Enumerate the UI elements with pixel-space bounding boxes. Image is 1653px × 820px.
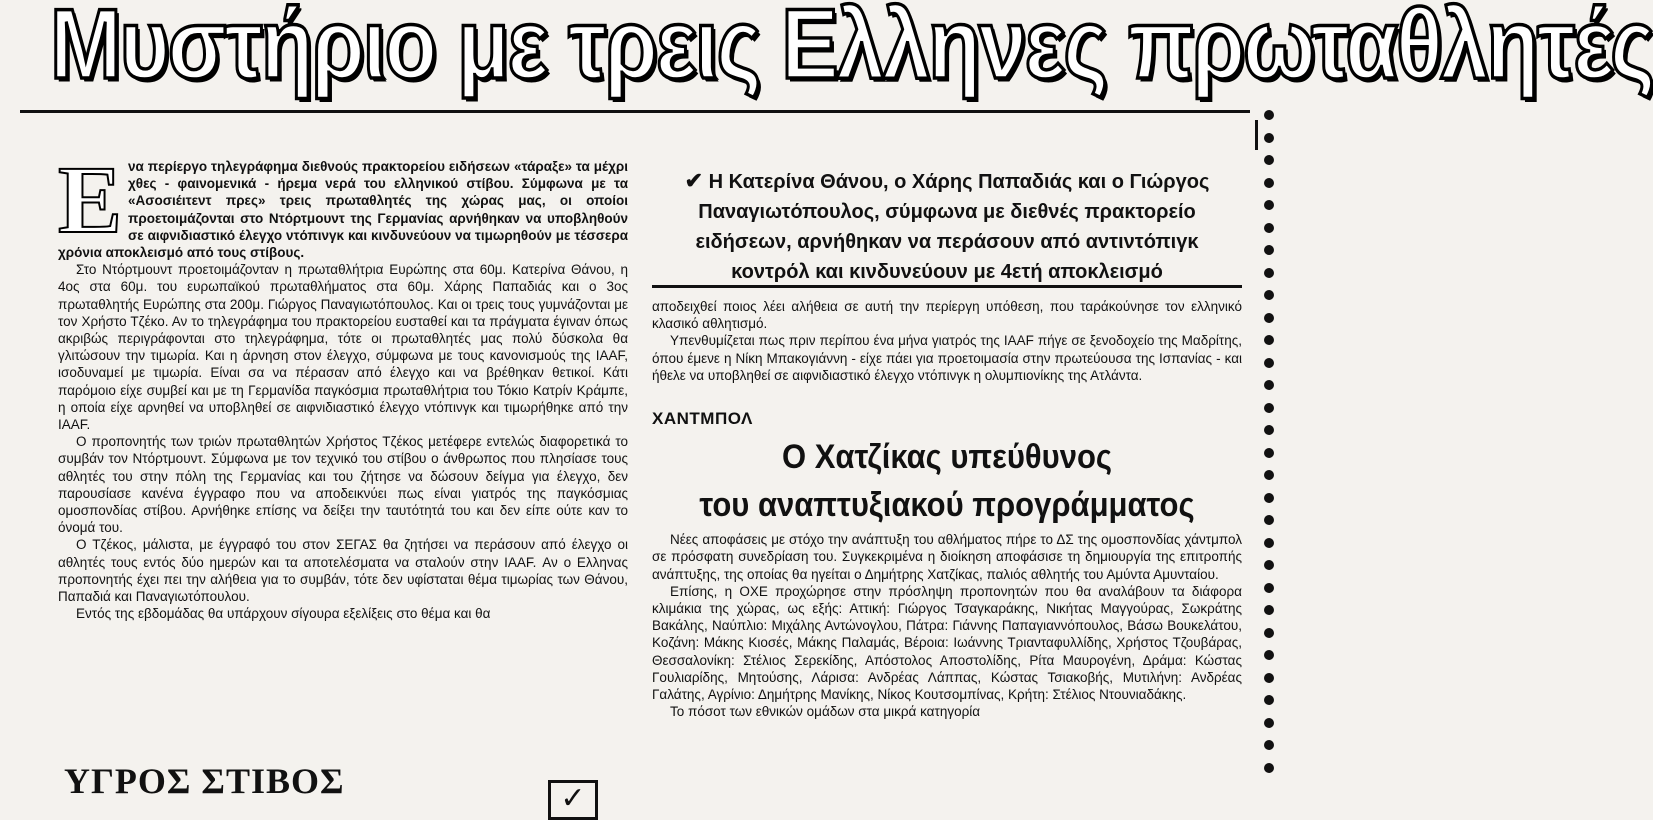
dot	[1264, 673, 1274, 683]
lead-text: να περίεργο τηλεγράφημα διεθνούς πρακτορείου ειδήσεων «τάραξε» τα μέχρι χθες - φαινομενικά - ήρεμα νερά του ελληνικού στίβου. Σύμφωνα με τα «Ασοσιέιτεντ πρες» τρεις πρωταθλητές της χώρας μας, οι οποίοι προετοιμάζονται στο Ντόρτμουντ της Γερμανίας αρνήθηκαν να υποβληθούν σε αιφνιδιαστικό έλεγχο ντόπινγκ και κινδυνεύουν να τιμωρηθούν με τέσσερα χρόνια αποκλεισμό από τους στίβους.	[58, 159, 628, 261]
dot	[1264, 650, 1274, 660]
drop-cap: Ε	[58, 146, 123, 253]
dot	[1264, 403, 1274, 413]
dot	[1264, 358, 1274, 368]
dot	[1264, 493, 1274, 503]
dot	[1264, 583, 1274, 593]
dot	[1264, 470, 1274, 480]
dot	[1264, 695, 1274, 705]
dot	[1264, 628, 1274, 638]
subhead	[652, 433, 1242, 530]
edge-dots	[1262, 110, 1276, 810]
body-paragraph: Στο Ντόρτμουντ προετοιμάζονταν η πρωταθλήτρια Ευρώπης στα 60μ. Κατερίνα Θάνου, η 4ος στα 60μ. του ευρωπαϊκού πρωταθλήματος στα 60μ. Χάρης Παπαδιάς και ο 3ος πρωταθλητής Ευρώπης στα 200μ. Γιώργος Παναγιωτόπουλος. Και οι τρεις τους γυμνάζονται με τον Χρήστο Τζέκο. Αν το τηλεγράφημα του πρακτορείου ευσταθεί και τα πράγματα έγιναν όπως ακριβώς περιγράφονται στο τηλεγράφημα, τότε οι πρωταθλητές μας πολύ δύσκολα θα γλιτώσουν την τιμωρία. Και η άρνηση στον έλεγχο, σύμφωνα με τους κανονισμούς της IAAF, ισοδυναμεί με τιμωρία. Είναι σα να πέρασαν από έλεγχο και να βρέθηκαν θετικοί. Κάτι παρόμοιο είχε συμβεί και με τη Γερμανίδα παγκόσμια πρωταθλήτρια του Τόκιο Κατρίν Κράμπε, η οποία είχε αρνηθεί να υποβληθεί σε αιφνιδιαστικό έλεγχο ντόπινγκ και τιμωρήθηκε από την IAAF.	[58, 262, 628, 433]
dot	[1264, 538, 1274, 548]
body-paragraph: Νέες αποφάσεις με στόχο την ανάπτυξη του αθλήματος πήρε το ΔΣ της ομοσπονδίας χάντμπολ σε πρόσφατη συνεδρίαση του. Συγκεκριμένα η διοίκηση αποφάσισε τη δημιουργία της επιτροπής ανάπτυξης, της οποίας θα ηγείται ο Δημήτρης Χατζίκας, παλιός αθλητής του Αμύντα Αμυνταίου.	[652, 532, 1242, 582]
dot	[1264, 155, 1274, 165]
top-rule	[20, 110, 1250, 113]
dot	[1264, 200, 1274, 210]
right-body	[652, 298, 1242, 720]
dot	[1264, 560, 1274, 570]
dot	[1264, 515, 1274, 525]
dot	[1264, 133, 1274, 143]
dot	[1264, 245, 1274, 255]
dot	[1264, 110, 1274, 120]
dot	[1264, 268, 1274, 278]
right-article-column	[652, 160, 1242, 810]
edge-mark	[1255, 120, 1258, 150]
dot	[1264, 335, 1274, 345]
dot	[1264, 380, 1274, 390]
checkmark-icon: ✔	[684, 168, 704, 193]
dot	[1264, 718, 1274, 728]
dot	[1264, 448, 1274, 458]
dot	[1264, 313, 1274, 323]
dot	[1264, 740, 1274, 750]
dot	[1264, 605, 1274, 615]
lead-paragraph	[58, 146, 628, 261]
dot	[1264, 178, 1274, 188]
body-paragraph: Ο προπονητής των τριών πρωταθλητών Χρήστος Τζέκος μετέφερε εντελώς διαφορετικά το συμβάν τον Ντόρτμουντ. Σύμφωνα με τον τεχνικό του στίβου ο άνθρωπος που πλησίασε τους αθλητές του στην πόλη της Γερμανίας και του ζήτησε να δώσουν δείγμα για έλεγχο, δεν παρουσίασε κανένα έγγραφο που να αποδεικνύει πως είναι γιατρός της παγκόσμιας ομοσπονδίας στίβου. Αρνήθηκε επίσης να δείξει την ταυτότητά του και δεν είπε ούτε καν το όνομά του.	[58, 434, 628, 536]
dot	[1264, 290, 1274, 300]
check-box-icon: ✓	[548, 780, 598, 820]
footer-headline: ΥΓΡΟΣ ΣΤΙΒΟΣ	[64, 761, 345, 801]
callout-box	[652, 160, 1242, 288]
section-label: ΧΑΝΤΜΠΟΛ	[652, 409, 753, 429]
body-paragraph: Εντός της εβδομάδας θα υπάρχουν σίγουρα εξελίξεις στο θέμα και θα	[76, 606, 491, 622]
dot	[1264, 763, 1274, 773]
dot	[1264, 223, 1274, 233]
subhead-line: Ο Χατζίκας υπεύθυνος	[782, 437, 1112, 476]
left-article-column	[58, 146, 628, 758]
body-paragraph: Υπενθυμίζεται πως πριν περίπου ένα μήνα γιατρός της IAAF πήγε σε ξενοδοχείο της Μαδρίτης, όπου έμενε η Νίκη Μπακογιάννη - είχε πάει για προετοιμασία στην πρωτεύουσα της Ισπανίας - και ήθελε να υποβληθεί σε αιφνιδιαστικό έλεγχο ντόπινγκ η ολυμπιονίκης της Ατλάντα.	[652, 333, 1242, 383]
subhead-line: του αναπτυξιακού προγράμματος	[699, 485, 1195, 525]
callout-text: Η Κατερίνα Θάνου, ο Χάρης Παπαδιάς και ο Γιώργος Παναγιωτόπουλος, σύμφωνα με διεθνές πρακτορείο ειδήσεων, αρνήθηκαν να περάσουν από αντιντόπιγκ κοντρόλ και κινδυνεύουν με 4ετή αποκλεισμό	[695, 171, 1210, 283]
body-paragraph: Ο Τζέκος, μάλιστα, με έγγραφό του στον ΣΕΓΑΣ θα ζητήσει να περάσουν από έλεγχο οι αθλητές τους εντός δύο ημερών και τα αποτελέσματα να σταλούν στην IAAF. Αν ο Ελληνας προπονητής έχει πει την αλήθεια για το συμβάν, τότε δεν υφίσταται θέμα τιμωρίας των Θάνου, Παπαδιά και Παναγιωτόπουλου.	[58, 537, 628, 605]
dot	[1264, 425, 1274, 435]
body-paragraph: Επίσης, η ΟΧΕ προχώρησε στην πρόσληψη προπονητών που θα αναλάβουν τα διάφορα κλιμάκια της χώρας, ως εξής: Αττική: Γιώργος Τσαγκαράκης, Νικήτας Μαγγούρας, Σωκράτης Βακάλης, Ναύπλιο: Μιχάλης Αντώνογλου, Πάτρα: Γιάννης Παπαγιαννόπουλος, Βάσω Βουκελάτου, Κοζάνη: Μάκης Κιοσές, Μάκης Παλαμάς, Βέροια: Ιωάννης Τριανταφυλλίδης, Χρήστος Τζουβάρας, Θεσσαλονίκη: Στέλιος Σερεκίδης, Απόστολος Αποστολίδης, Ρίτα Μαυρογένη, Δράμα: Κώστας Γουλιαρίδης, Μητούσης, Λάρισα: Ανδρέας Λάππας, Κώστας Τσιακοβής, Μυτιλήνη: Ανδρέας Γαλάτης, Αγρίνιο: Δημήτρης Μανίκης, Νίκος Κουτσομπίνας, Κρήτη: Στέλιος Ντουνιαδάκης.	[652, 583, 1242, 703]
headline: Μυστήριο με τρεις Ελληνες πρωταθλητές	[50, 0, 1653, 101]
body-paragraph: Το πόσοτ των εθνικών ομάδων στα μικρά κατηγορία	[670, 704, 981, 720]
continuation-paragraph: αποδειχθεί ποιος λέει αλήθεια σε αυτή την περίεργη υπόθεση, που ταράκούνησε τον ελληνικό κλασικό αθλητισμό.	[652, 299, 1242, 332]
